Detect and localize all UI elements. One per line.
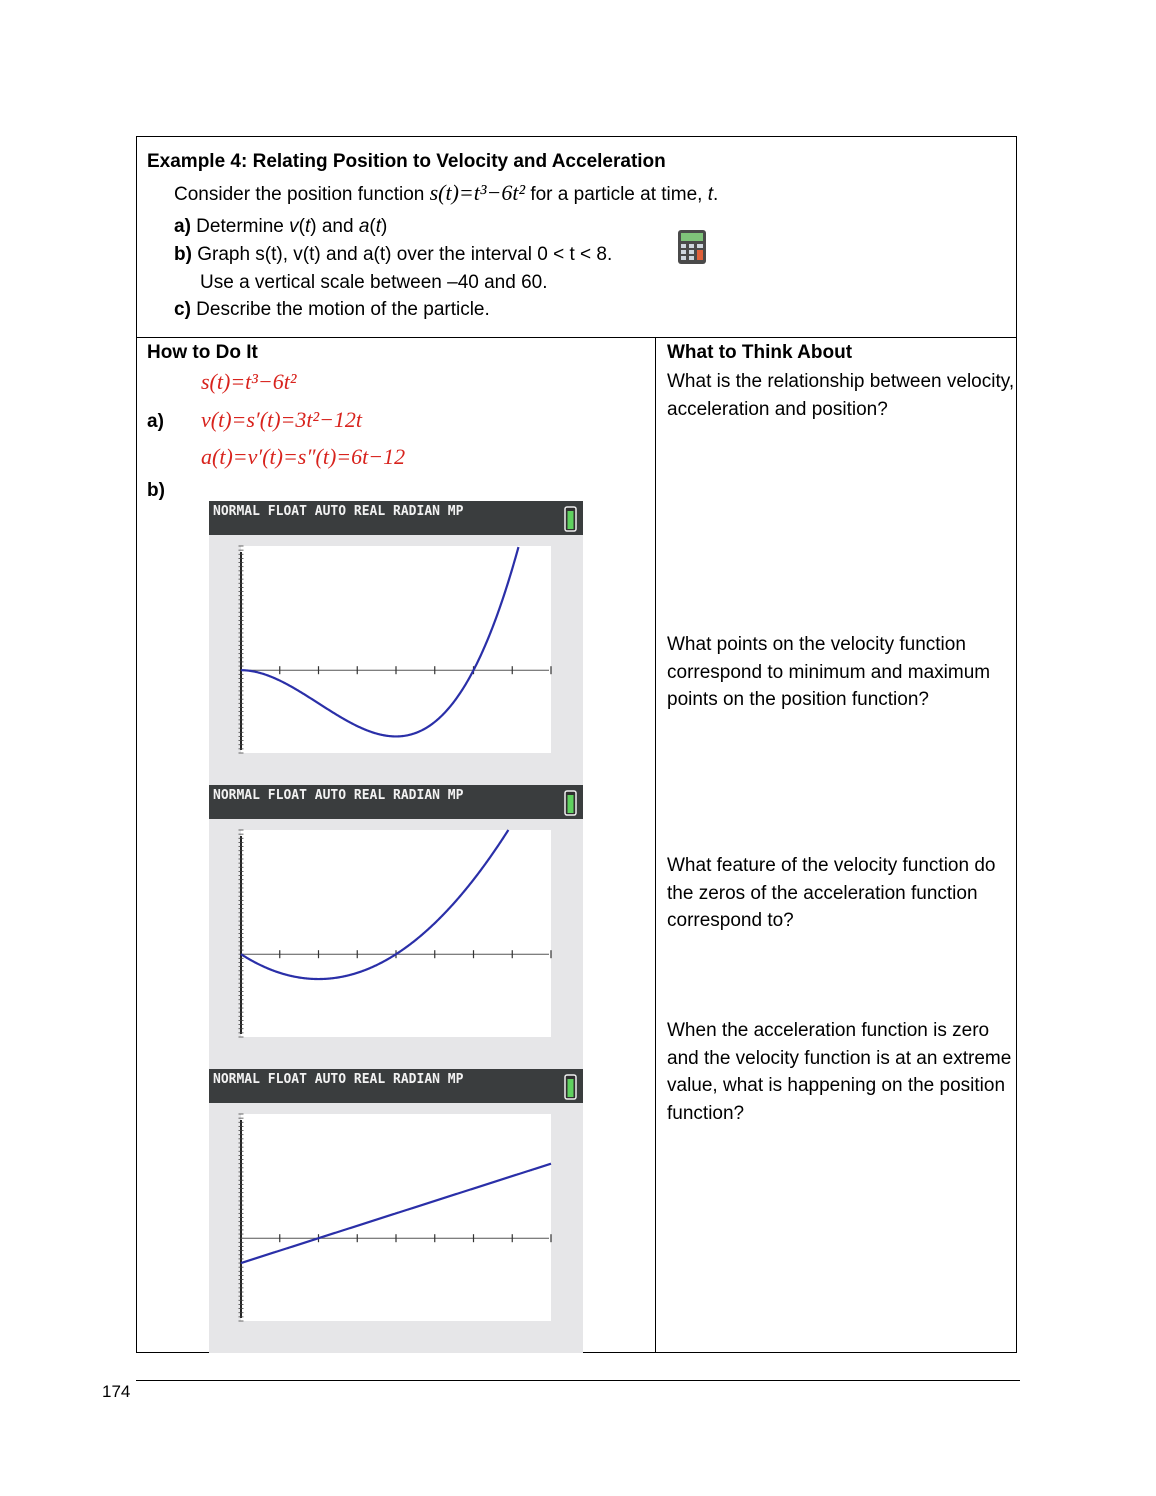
- part-a-line: [174, 214, 387, 240]
- plot-area: [241, 546, 551, 753]
- intro-formula: s(t)=t³−6t²: [429, 180, 526, 205]
- part-a-t1: t: [304, 216, 311, 237]
- question-2: What points on the velocity function correspond to minimum and maximum points on the position function?: [667, 634, 991, 710]
- question-4: When the acceleration function is zero and the velocity function is at an extreme value, what is happening on the position function?: [667, 1020, 1012, 1124]
- intro-pre: Consider the position function: [174, 184, 430, 205]
- intro-end: .: [713, 184, 719, 205]
- part-c-line: [174, 297, 490, 323]
- plot-area: [241, 1114, 551, 1321]
- think-about-heading: What to Think About: [667, 342, 853, 363]
- calculator-icon: [677, 229, 707, 265]
- intro-var: t: [707, 184, 714, 205]
- acceleration-equation: a(t)=v′(t)=s″(t)=6t−12: [201, 444, 406, 469]
- intro-line: [174, 180, 718, 208]
- part-a-text-5: ): [381, 216, 388, 237]
- question-1: What is the relationship between velocity, acceleration and position?: [667, 371, 1015, 420]
- part-a-a: a: [358, 216, 370, 237]
- part-a-t2: t: [375, 216, 381, 237]
- page-number: 174: [102, 1382, 131, 1401]
- battery-level: [568, 511, 574, 529]
- graph-position: [209, 501, 583, 785]
- battery-level: [568, 795, 574, 813]
- graph-acceleration: [209, 1069, 583, 1353]
- part-a-v: v: [289, 216, 299, 237]
- part-b-line: [174, 242, 612, 268]
- part-b-text: Graph s(t), v(t) and a(t) over the interval 0 < t < 8.: [191, 244, 613, 265]
- example-box: [136, 136, 1017, 1353]
- part-c-text: Describe the motion of the particle.: [190, 299, 490, 320]
- status-bar-text: NORMAL FLOAT AUTO REAL RADIAN MP: [213, 1072, 464, 1087]
- part-c-label: c): [174, 299, 191, 320]
- graph-velocity: [209, 785, 583, 1069]
- intro-post: for a particle at time,: [525, 184, 708, 205]
- status-bar-text: NORMAL FLOAT AUTO REAL RADIAN MP: [213, 788, 464, 803]
- part-a-text-1: Determine: [190, 216, 290, 237]
- example-title: Example 4: Relating Position to Velocity and Acceleration: [147, 151, 666, 172]
- footer-rule: [136, 1380, 1020, 1381]
- battery-level: [568, 1079, 574, 1097]
- part-b-label: b): [174, 244, 192, 265]
- answer-b-label: b): [147, 480, 165, 501]
- answer-a-label: a): [147, 411, 164, 432]
- velocity-equation: v(t)=s′(t)=3t²−12t: [201, 407, 363, 432]
- part-a-text-4: (: [369, 216, 376, 237]
- part-a-label: a): [174, 216, 191, 237]
- plot-area: [241, 830, 551, 1037]
- how-to-heading: How to Do It: [147, 342, 258, 363]
- status-bar-text: NORMAL FLOAT AUTO REAL RADIAN MP: [213, 504, 464, 519]
- part-b-scale-line: Use a vertical scale between –40 and 60.: [200, 272, 548, 293]
- question-3: What feature of the velocity function do the zeros of the acceleration function correspond to?: [667, 855, 996, 931]
- part-a-text-2: (: [298, 216, 305, 237]
- section-divider: [137, 337, 1016, 338]
- column-divider: [655, 337, 656, 1352]
- part-a-text-3: ) and: [310, 216, 359, 237]
- position-equation: s(t)=t³−6t²: [201, 369, 297, 394]
